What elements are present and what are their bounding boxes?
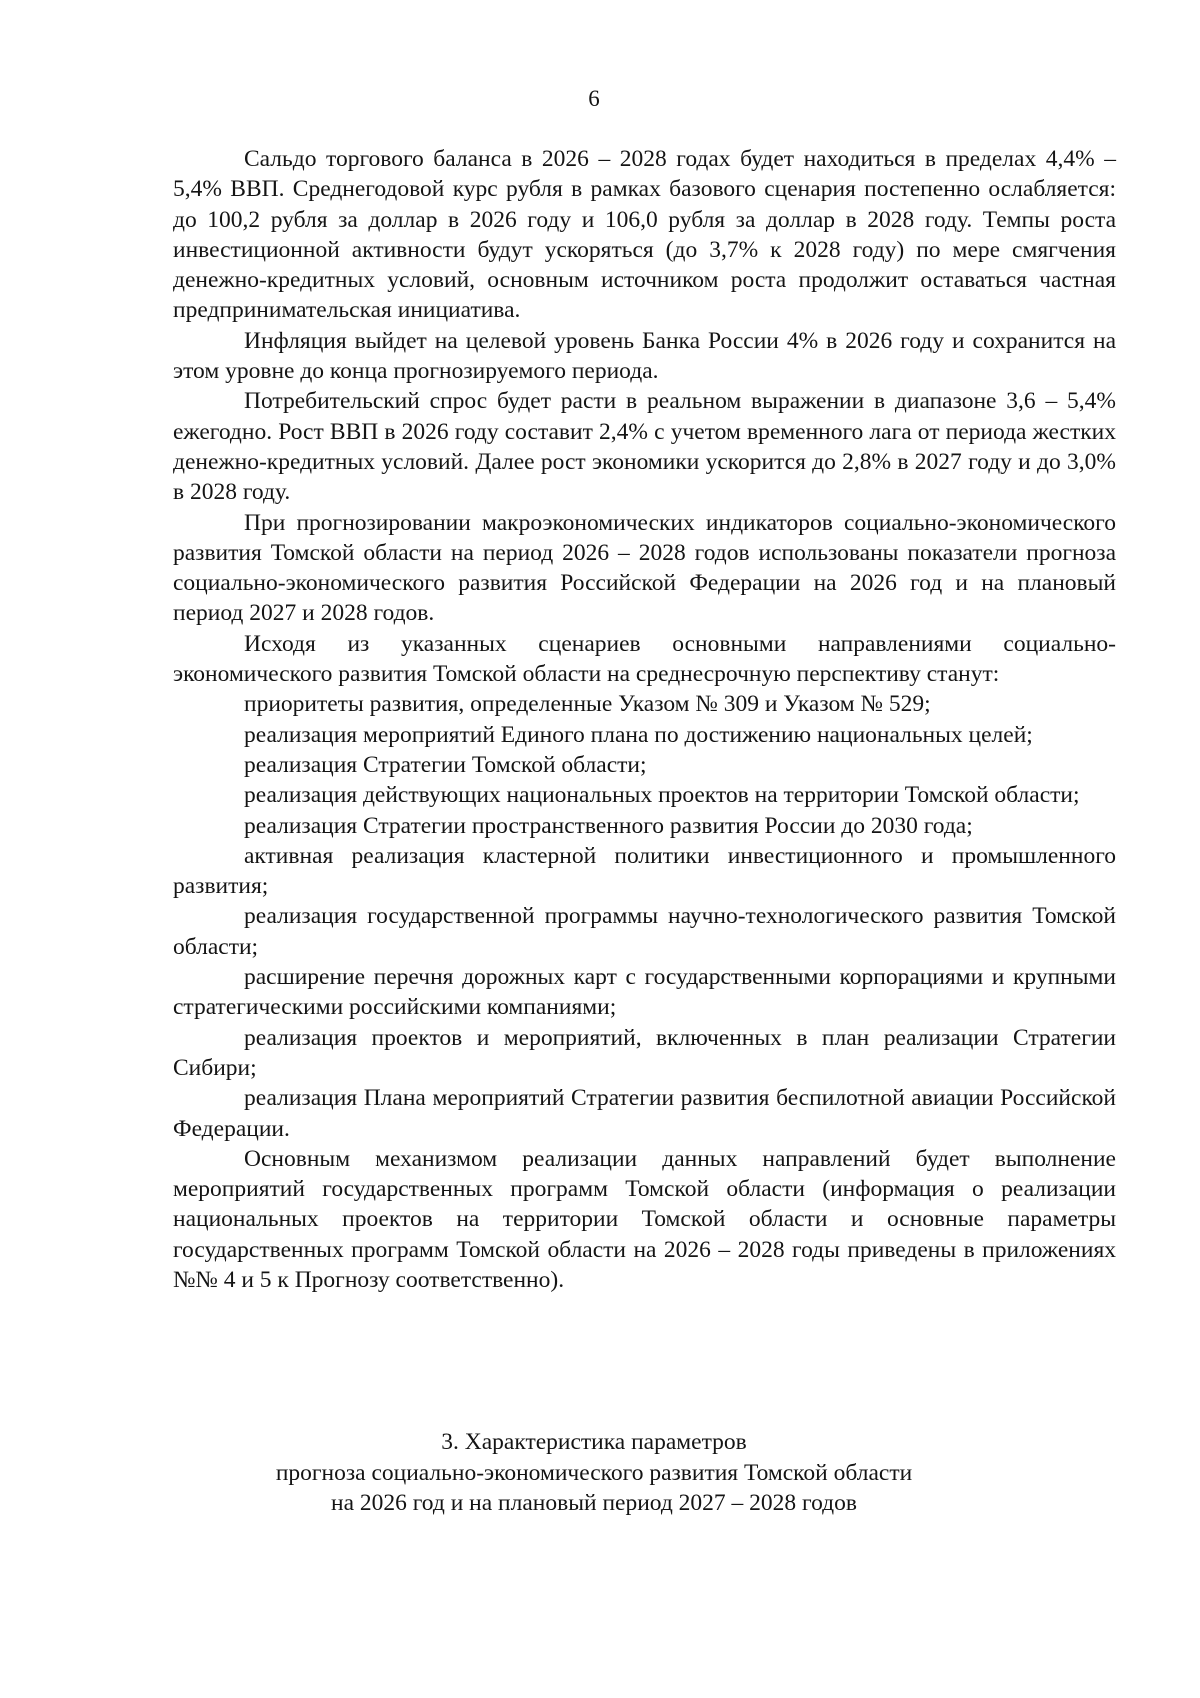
list-item: реализация государственной программы научно-технологического развития Томской области; [173, 903, 1116, 960]
section-heading-line: на 2026 год и на плановый период 2027 – 2028 годов [331, 1490, 857, 1516]
list-item: реализация Стратегии Томской области; [244, 751, 647, 778]
list-item: реализация действующих национальных проектов на территории Томской области; [244, 782, 1080, 809]
list-item: реализация Стратегии пространственного развития России до 2030 года; [244, 812, 973, 839]
section-heading [0, 1427, 1188, 1519]
paragraph: Сальдо торгового баланса в 2026 – 2028 годах будет находиться в пределах 4,4% – 5,4% ВВП. Среднегодовой курс рубля в рамках базового сценария постепенно ослабляется: до 100,2 рубля за доллар в 2026 году и 106,0 рубля за доллар в 2028 году. Темпы роста инвестиционной активности будут ускоряться (до 3,7% к 2028 году) по мере смягчения денежно-кредитных условий, основным источником роста продолжит оставаться частная предпринимательская инициатива. [173, 146, 1116, 324]
paragraph: Инфляция выйдет на целевой уровень Банка России 4% в 2026 году и сохранится на этом уровне до конца прогнозируемого периода. [173, 327, 1116, 385]
list-item: реализация проектов и мероприятий, включенных в план реализации Стратегии Сибири; [173, 1024, 1116, 1081]
list-item: реализация Плана мероприятий Стратегии развития беспилотной авиации Российской Федерации. [173, 1085, 1116, 1142]
paragraph: Исходя из указанных сценариев основными направлениями социально-экономического развития Томской области на среднесрочную перспективу станут: [173, 630, 1116, 688]
list-item: расширение перечня дорожных карт с государственными корпорациями и крупными стратегическими российскими компаниями; [173, 964, 1116, 1021]
paragraph: Основным механизмом реализации данных направлений будет выполнение мероприятий государственных программ Томской области (информация о реализации национальных проектов на территории Томской области и основные параметры государственных программ Томской области на 2026 – 2028 годы приведены в приложениях №№ 4 и 5 к Прогнозу соответственно). [173, 1145, 1116, 1293]
section-heading-line: прогноза социально-экономического развития Томской области [275, 1459, 913, 1486]
list-item: реализация мероприятий Единого плана по достижению национальных целей; [244, 721, 1033, 748]
list-item: активная реализация кластерной политики инвестиционного и промышленного развития; [173, 842, 1116, 900]
paragraph: При прогнозировании макроэкономических индикаторов социально-экономического развития Томской области на период 2026 – 2028 годов использованы показатели прогноза социально-экономического развития Российской Федерации на 2026 год и на плановый период 2027 и 2028 годов. [173, 509, 1116, 627]
paragraph: Потребительский спрос будет расти в реальном выражении в диапазоне 3,6 – 5,4% ежегодно. Рост ВВП в 2026 году составит 2,4% с учетом временного лага от периода жестких денежно-кредитных условий. Далее рост экономики ускорится до 2,8% в 2027 году и до 3,0% в 2028 году. [173, 388, 1116, 506]
page-number: 6 [588, 86, 600, 111]
body-text [173, 144, 1116, 1295]
section-heading-line: 3. Характеристика параметров [441, 1429, 747, 1455]
list-item: приоритеты развития, определенные Указом № 309 и Указом № 529; [244, 691, 931, 718]
